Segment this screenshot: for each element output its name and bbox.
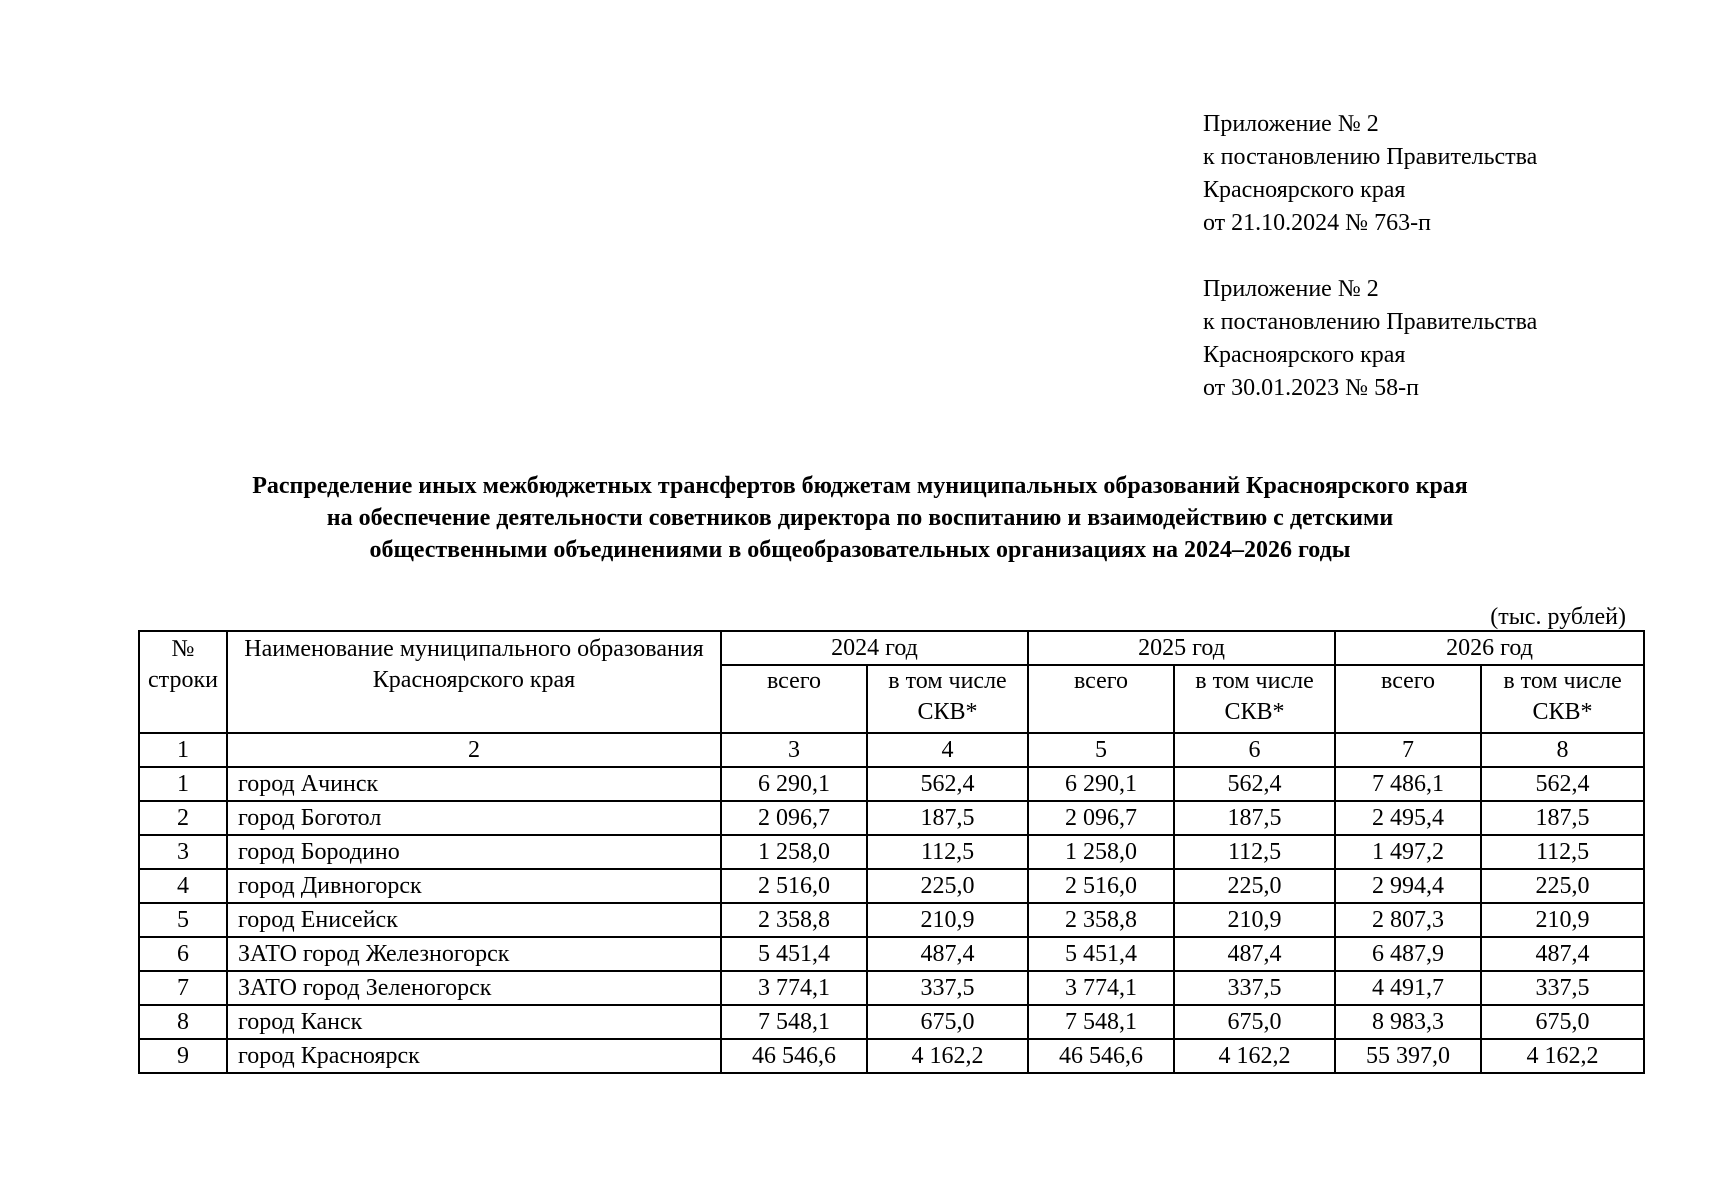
row-number-cell: 3 bbox=[139, 835, 227, 869]
total-2026-cell: 2 807,3 bbox=[1335, 903, 1481, 937]
skv-2026-cell: 4 162,2 bbox=[1481, 1039, 1644, 1073]
header-including-skv: в том числе СКВ* bbox=[1481, 665, 1644, 733]
skv-2026-cell: 337,5 bbox=[1481, 971, 1644, 1005]
total-2026-cell: 6 487,9 bbox=[1335, 937, 1481, 971]
total-2024-cell: 2 358,8 bbox=[721, 903, 867, 937]
table-row bbox=[139, 903, 1644, 937]
total-2024-cell: 46 546,6 bbox=[721, 1039, 867, 1073]
total-2026-cell: 8 983,3 bbox=[1335, 1005, 1481, 1039]
total-2025-cell: 7 548,1 bbox=[1028, 1005, 1174, 1039]
header-year-2026: 2026 год bbox=[1335, 631, 1644, 665]
skv-2024-cell: 112,5 bbox=[867, 835, 1028, 869]
municipality-name-cell: город Дивногорск bbox=[227, 869, 721, 903]
total-2025-cell: 2 358,8 bbox=[1028, 903, 1174, 937]
skv-2026-cell: 675,0 bbox=[1481, 1005, 1644, 1039]
appendix-line: к постановлению Правительства bbox=[1203, 144, 1538, 170]
appendix-line: от 30.01.2023 № 58-п bbox=[1203, 375, 1419, 401]
header-total: всего bbox=[1335, 665, 1481, 733]
transfer-distribution-table bbox=[138, 630, 1645, 1074]
column-number-row bbox=[139, 733, 1644, 767]
total-2025-cell: 46 546,6 bbox=[1028, 1039, 1174, 1073]
column-number: 2 bbox=[227, 733, 721, 767]
appendix-line: к постановлению Правительства bbox=[1203, 309, 1538, 335]
skv-2024-cell: 562,4 bbox=[867, 767, 1028, 801]
skv-2024-cell: 4 162,2 bbox=[867, 1039, 1028, 1073]
column-number: 5 bbox=[1028, 733, 1174, 767]
table-row bbox=[139, 1039, 1644, 1073]
skv-2026-cell: 225,0 bbox=[1481, 869, 1644, 903]
skv-2025-cell: 562,4 bbox=[1174, 767, 1335, 801]
municipality-name-cell: город Енисейск bbox=[227, 903, 721, 937]
header-row-number: № строки bbox=[139, 631, 227, 733]
header-year-2025: 2025 год bbox=[1028, 631, 1335, 665]
row-number-cell: 4 bbox=[139, 869, 227, 903]
municipality-name-cell: город Канск bbox=[227, 1005, 721, 1039]
document-title bbox=[120, 470, 1600, 566]
municipality-name-cell: город Боготол bbox=[227, 801, 721, 835]
skv-2024-cell: 187,5 bbox=[867, 801, 1028, 835]
row-number-cell: 6 bbox=[139, 937, 227, 971]
appendix-line: Красноярского края bbox=[1203, 177, 1406, 203]
skv-2024-cell: 210,9 bbox=[867, 903, 1028, 937]
table-row bbox=[139, 767, 1644, 801]
total-2024-cell: 2 516,0 bbox=[721, 869, 867, 903]
units-note: (тыс. рублей) bbox=[1490, 604, 1626, 630]
skv-2024-cell: 675,0 bbox=[867, 1005, 1028, 1039]
appendix-note-current bbox=[1203, 108, 1537, 240]
table-row bbox=[139, 971, 1644, 1005]
total-2025-cell: 1 258,0 bbox=[1028, 835, 1174, 869]
total-2025-cell: 2 516,0 bbox=[1028, 869, 1174, 903]
total-2025-cell: 3 774,1 bbox=[1028, 971, 1174, 1005]
header-total: всего bbox=[721, 665, 867, 733]
total-2026-cell: 7 486,1 bbox=[1335, 767, 1481, 801]
table-body bbox=[139, 733, 1644, 1073]
municipality-name-cell: город Ачинск bbox=[227, 767, 721, 801]
total-2026-cell: 2 994,4 bbox=[1335, 869, 1481, 903]
skv-2024-cell: 487,4 bbox=[867, 937, 1028, 971]
header-including-skv: в том числе СКВ* bbox=[867, 665, 1028, 733]
skv-2025-cell: 337,5 bbox=[1174, 971, 1335, 1005]
column-number: 7 bbox=[1335, 733, 1481, 767]
municipality-name-cell: город Красноярск bbox=[227, 1039, 721, 1073]
total-2026-cell: 1 497,2 bbox=[1335, 835, 1481, 869]
row-number-cell: 1 bbox=[139, 767, 227, 801]
total-2024-cell: 2 096,7 bbox=[721, 801, 867, 835]
column-number: 8 bbox=[1481, 733, 1644, 767]
skv-2026-cell: 562,4 bbox=[1481, 767, 1644, 801]
row-number-cell: 5 bbox=[139, 903, 227, 937]
appendix-line: от 21.10.2024 № 763-п bbox=[1203, 210, 1431, 236]
total-2024-cell: 5 451,4 bbox=[721, 937, 867, 971]
total-2024-cell: 1 258,0 bbox=[721, 835, 867, 869]
municipality-name-cell: ЗАТО город Железногорск bbox=[227, 937, 721, 971]
skv-2026-cell: 112,5 bbox=[1481, 835, 1644, 869]
header-including-skv: в том числе СКВ* bbox=[1174, 665, 1335, 733]
skv-2025-cell: 487,4 bbox=[1174, 937, 1335, 971]
header-year-2024: 2024 год bbox=[721, 631, 1028, 665]
row-number-cell: 7 bbox=[139, 971, 227, 1005]
total-2025-cell: 6 290,1 bbox=[1028, 767, 1174, 801]
skv-2025-cell: 225,0 bbox=[1174, 869, 1335, 903]
skv-2025-cell: 4 162,2 bbox=[1174, 1039, 1335, 1073]
skv-2025-cell: 675,0 bbox=[1174, 1005, 1335, 1039]
total-2026-cell: 4 491,7 bbox=[1335, 971, 1481, 1005]
total-2024-cell: 3 774,1 bbox=[721, 971, 867, 1005]
total-2026-cell: 55 397,0 bbox=[1335, 1039, 1481, 1073]
column-number: 3 bbox=[721, 733, 867, 767]
column-number: 4 bbox=[867, 733, 1028, 767]
skv-2025-cell: 112,5 bbox=[1174, 835, 1335, 869]
table-row bbox=[139, 1005, 1644, 1039]
appendix-note-original bbox=[1203, 273, 1537, 405]
column-number: 6 bbox=[1174, 733, 1335, 767]
skv-2026-cell: 187,5 bbox=[1481, 801, 1644, 835]
skv-2026-cell: 210,9 bbox=[1481, 903, 1644, 937]
title-line: общественными объединениями в общеобразовательных организациях на 2024–2026 годы bbox=[369, 537, 1351, 563]
appendix-line: Приложение № 2 bbox=[1203, 276, 1379, 302]
skv-2024-cell: 225,0 bbox=[867, 869, 1028, 903]
appendix-line: Красноярского края bbox=[1203, 342, 1406, 368]
appendix-line: Приложение № 2 bbox=[1203, 111, 1379, 137]
skv-2024-cell: 337,5 bbox=[867, 971, 1028, 1005]
table-row bbox=[139, 869, 1644, 903]
column-number: 1 bbox=[139, 733, 227, 767]
municipality-name-cell: ЗАТО город Зеленогорск bbox=[227, 971, 721, 1005]
skv-2026-cell: 487,4 bbox=[1481, 937, 1644, 971]
skv-2025-cell: 187,5 bbox=[1174, 801, 1335, 835]
total-2025-cell: 2 096,7 bbox=[1028, 801, 1174, 835]
total-2024-cell: 6 290,1 bbox=[721, 767, 867, 801]
header-total: всего bbox=[1028, 665, 1174, 733]
table-row bbox=[139, 937, 1644, 971]
header-municipality-name: Наименование муниципального образования Красноярского края bbox=[227, 631, 721, 733]
total-2025-cell: 5 451,4 bbox=[1028, 937, 1174, 971]
table-header-row bbox=[139, 631, 1644, 665]
municipality-name-cell: город Бородино bbox=[227, 835, 721, 869]
total-2024-cell: 7 548,1 bbox=[721, 1005, 867, 1039]
row-number-cell: 9 bbox=[139, 1039, 227, 1073]
title-line: Распределение иных межбюджетных трансфертов бюджетам муниципальных образований Красноярского края bbox=[252, 473, 1468, 499]
total-2026-cell: 2 495,4 bbox=[1335, 801, 1481, 835]
skv-2025-cell: 210,9 bbox=[1174, 903, 1335, 937]
table-row bbox=[139, 801, 1644, 835]
row-number-cell: 8 bbox=[139, 1005, 227, 1039]
title-line: на обеспечение деятельности советников директора по воспитанию и взаимодействию с детскими bbox=[326, 505, 1394, 531]
table-row bbox=[139, 835, 1644, 869]
row-number-cell: 2 bbox=[139, 801, 227, 835]
